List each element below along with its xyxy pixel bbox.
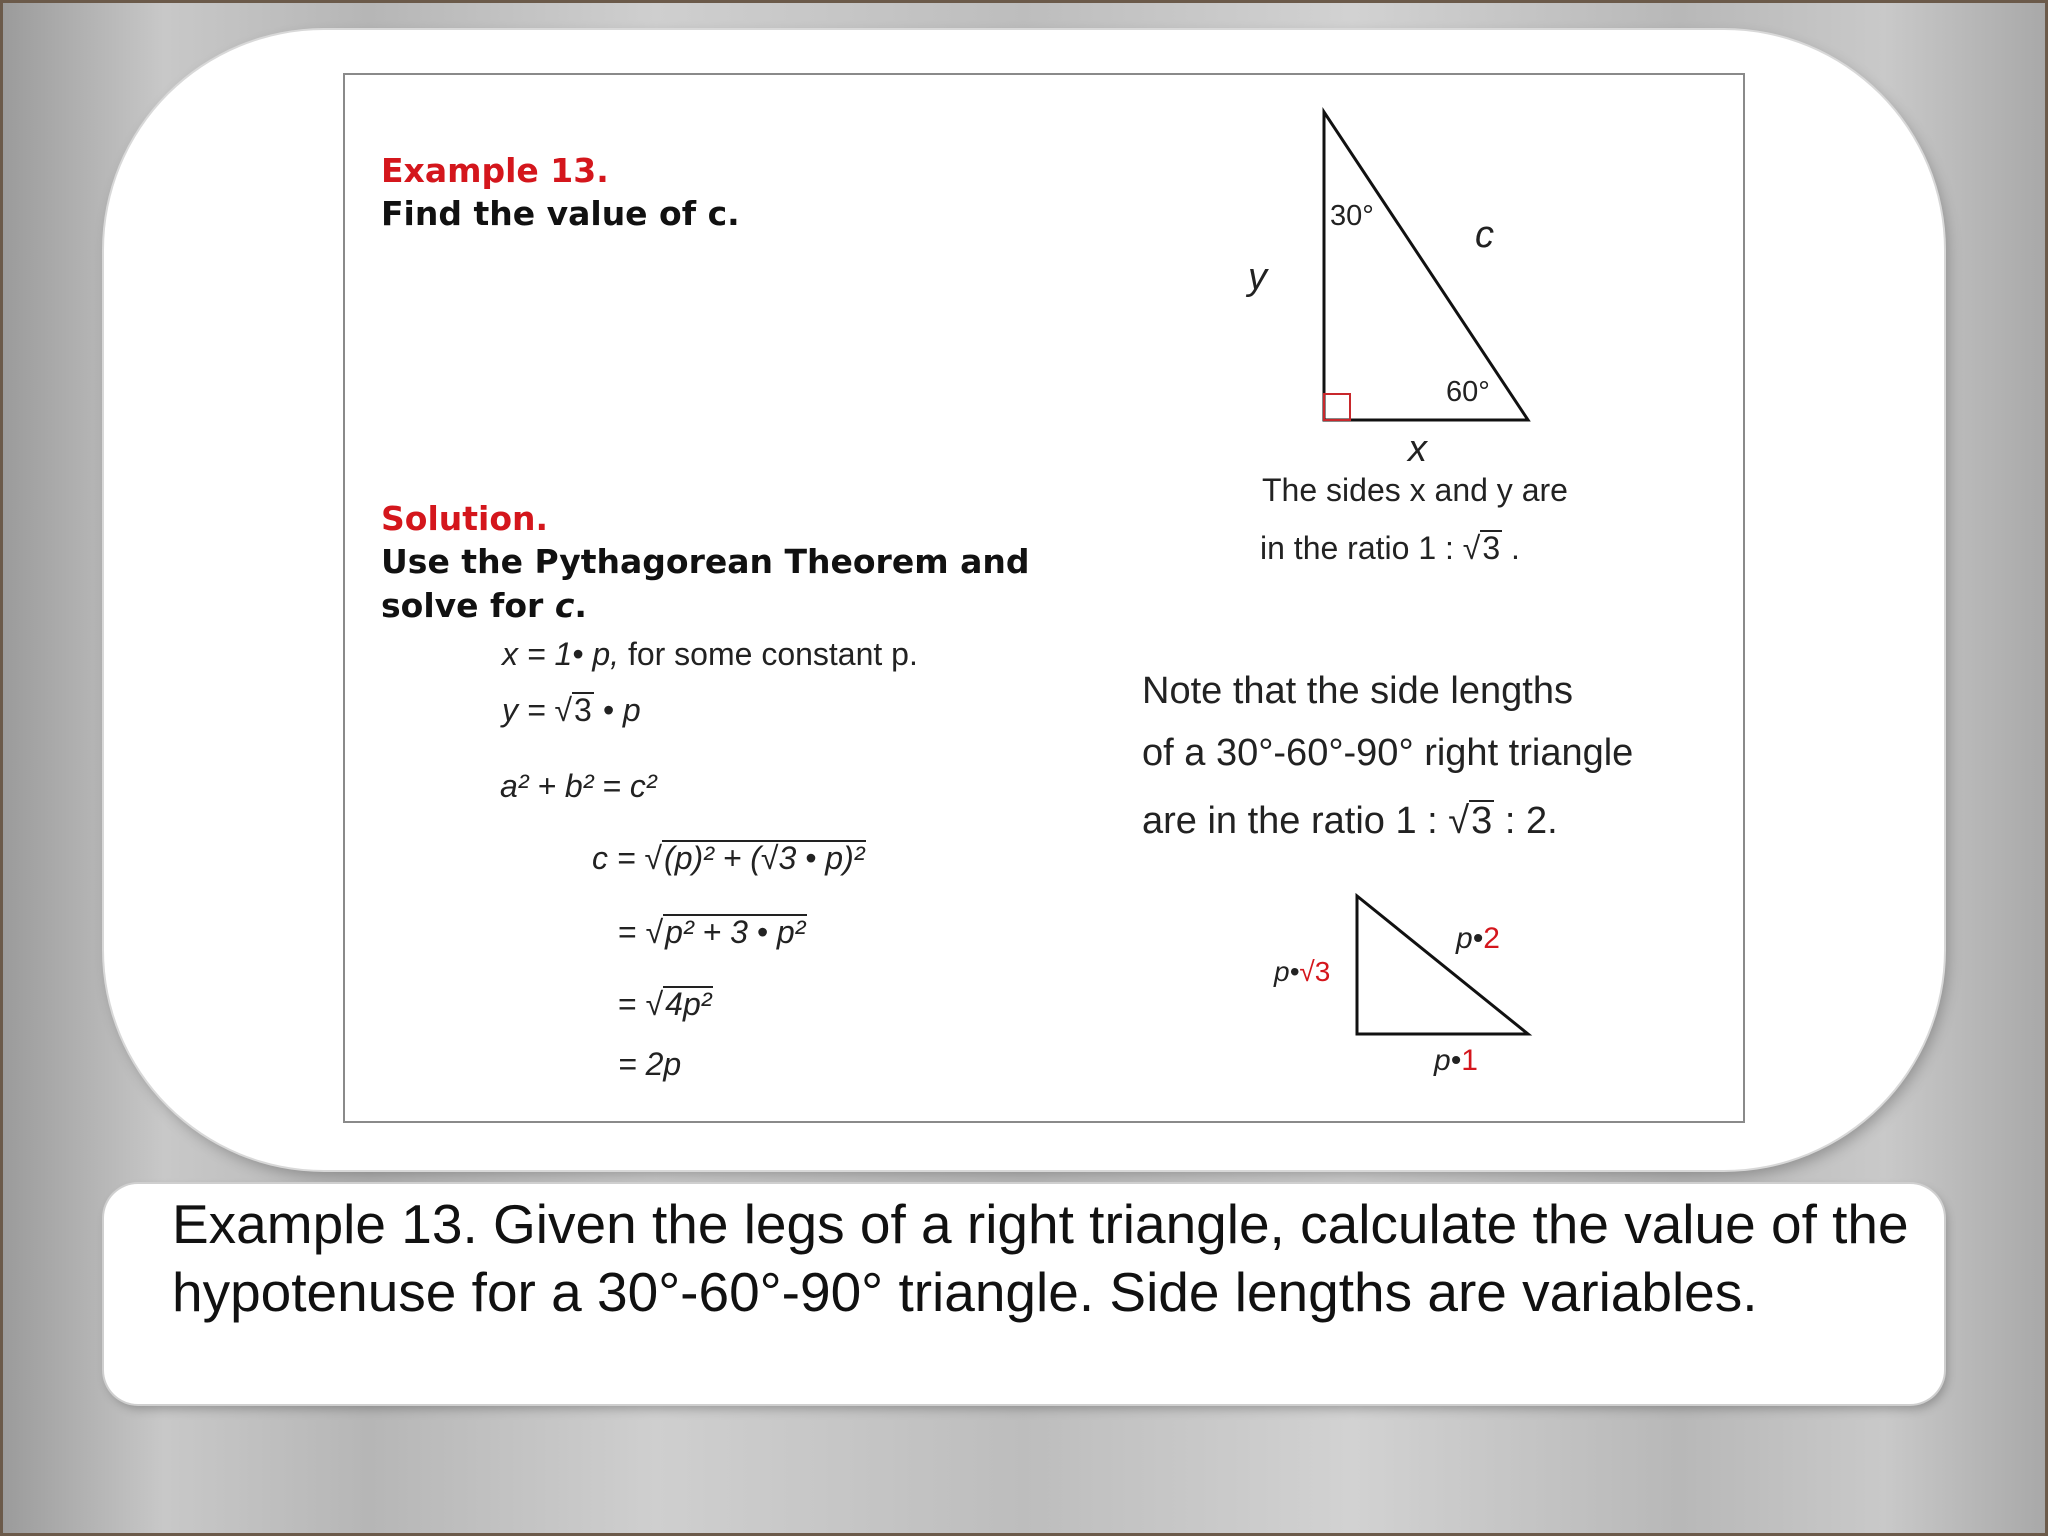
- ratio-note-line-1: The sides x and y are: [1262, 472, 1568, 508]
- y-definition: y = √3 • p: [502, 692, 641, 728]
- equation-step-2: = √p² + 3 • p²: [618, 914, 806, 950]
- side-x-label: x: [1408, 428, 1427, 470]
- solution-title: Solution.: [381, 499, 549, 538]
- pythagorean-equation: a² + b² = c²: [500, 768, 657, 804]
- ratio-bottom-label: p•1: [1434, 1044, 1478, 1077]
- note-line-2: of a 30°-60°-90° right triangle: [1142, 732, 1634, 774]
- caption-box: [104, 1184, 1944, 1404]
- example-title: Example 13.: [381, 151, 609, 190]
- angle-60-label: 60°: [1446, 376, 1490, 408]
- problem-statement: Find the value of c.: [381, 194, 740, 233]
- note-line-3: are in the ratio 1 : √3 : 2.: [1142, 800, 1558, 842]
- caption-text: Example 13. Given the legs of a right triangle, calculate the value of the hypotenuse for a 30°-60°-90° triangle. Side lengths are variables.: [172, 1193, 1909, 1323]
- angle-30-label: 30°: [1330, 200, 1374, 232]
- triangle-ratio: [1357, 896, 1528, 1034]
- solution-line-2: solve for c.: [381, 586, 587, 625]
- c-equation: c = √(p)² + (√3 • p)²: [592, 840, 865, 876]
- hypotenuse-c-label: c: [1475, 214, 1494, 256]
- note-line-1: Note that the side lengths: [1142, 670, 1573, 712]
- equation-step-4: = 2p: [618, 1046, 682, 1082]
- equation-step-3: = √4p²: [618, 986, 712, 1022]
- x-definition: x = 1• p, for some constant p.: [502, 636, 918, 672]
- ratio-side-sqrt3-label: p•√3: [1274, 956, 1331, 987]
- ratio-hypotenuse-label: p•2: [1456, 922, 1500, 955]
- right-angle-marker: [1324, 394, 1350, 420]
- triangle-30-60-90: [1324, 112, 1528, 420]
- ratio-note-line-2: in the ratio 1 : √3 .: [1260, 530, 1520, 566]
- solution-line-1: Use the Pythagorean Theorem and: [381, 542, 1030, 581]
- side-y-label: y: [1248, 256, 1267, 298]
